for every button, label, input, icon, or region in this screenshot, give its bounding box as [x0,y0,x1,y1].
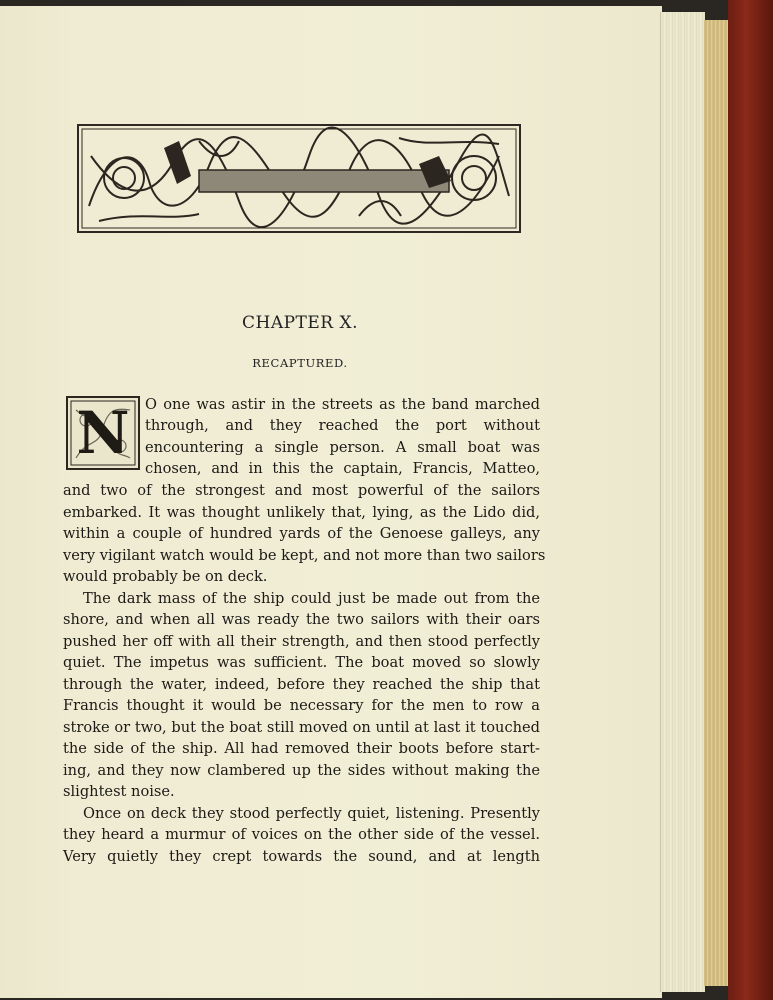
text-line: pushed her off with all their strength, and then stood perfectly [63,633,540,650]
text-line: O one was astir in the streets as the band marched [145,396,540,413]
gilt-page-edges [704,20,728,986]
text-line: ing, and they now clambered up the sides without making the [63,762,540,779]
text-line: quiet. The impetus was sufficient. The boat moved so slowly [63,654,540,671]
ornamental-header-banner [77,124,521,233]
text-line: Very quietly they crept towards the sound, and at length [63,848,540,865]
text-line: within a couple of hundred yards of the Genoese galleys, any [63,525,540,542]
drop-cap-letter: N [76,399,130,467]
text-line: they heard a murmur of voices on the other side of the vessel. [63,826,540,843]
text-line: slightest noise. [63,783,175,800]
chapter-subtitle: RECAPTURED. [252,356,348,370]
text-line: chosen, and in this the captain, Francis, Matteo, [145,460,540,477]
text-line: would probably be on deck. [63,568,268,585]
text-line: The dark mass of the ship could just be made out from the [83,590,540,607]
text-line: and two of the strongest and most powerful of the sailors [63,482,540,499]
chapter-title: CHAPTER X. [241,313,358,333]
text-line: Once on deck they stood perfectly quiet, listening. Presently [83,805,540,822]
text-line: Francis thought it would be necessary for the men to row a [63,697,540,714]
text-line: embarked. It was thought unlikely that, lying, as the Lido did, [63,504,540,521]
text-line: encountering a single person. A small boat was [145,439,540,456]
text-line: through the water, indeed, before they reached the ship that [63,676,540,693]
text-line: stroke or two, but the boat still moved on until at last it touched [63,719,540,736]
ornamental-drop-cap [66,396,140,470]
text-line: through, and they reached the port without [145,417,540,434]
text-line: the side of the ship. All had removed their boots before start- [63,740,540,757]
text-line: very vigilant watch would be kept, and not more than two sailors [63,547,546,564]
text-line: shore, and when all was ready the two sailors with their oars [63,611,540,628]
book-cover-edge [728,0,773,1000]
page-edges [660,12,705,992]
